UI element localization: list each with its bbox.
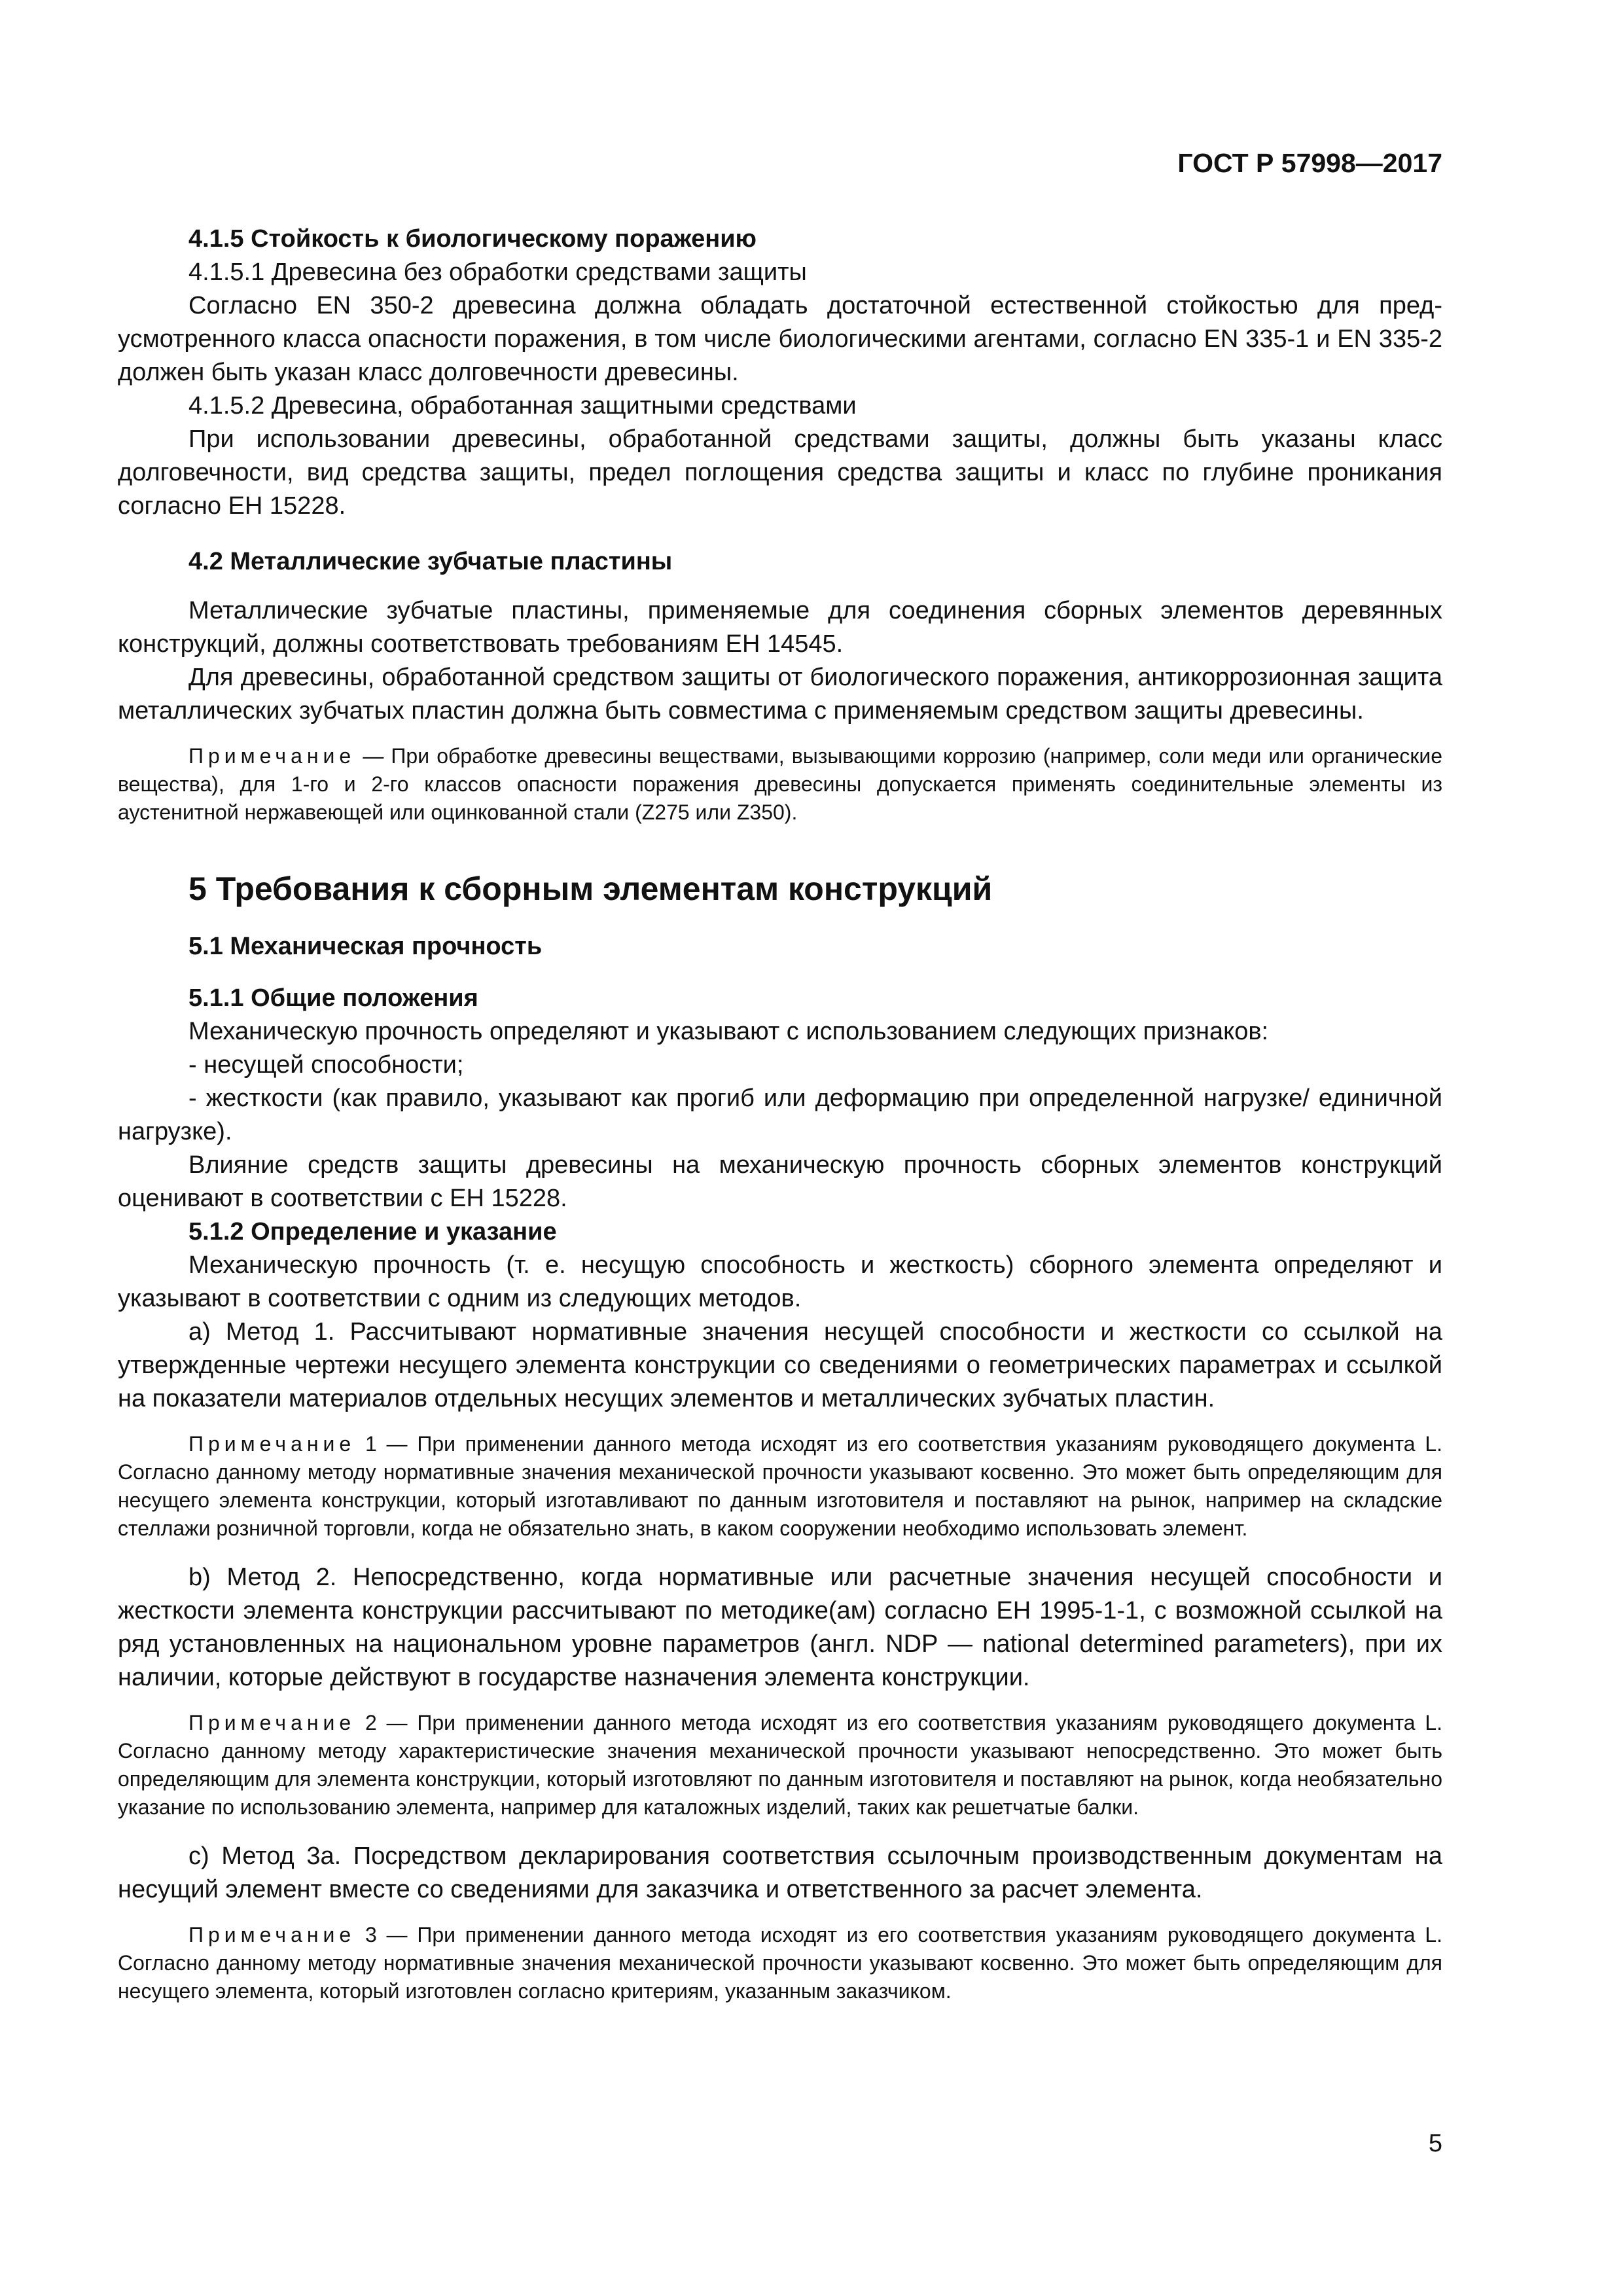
section-5-1-1-item-1: - несущей способности; — [188, 1051, 464, 1079]
note-text: 1 — При применении данного метода исходят из его соответствия указаниям руководящего документа L. Согласно данному методу нормативные значения механической прочности указывают косвенно. Это может быть определяющим для несущего элемента конструкции, который изготавливают по данным изготовителя и поставляют на рынок, например на складские стеллажи розничной торговли, когда не обязательно знать, в каком сооружении необходимо использовать элемент. — [118, 1432, 1442, 1540]
method-b-text: b) Метод 2. Непосредственно, когда нормативные или расчетные значения несущей способности и жесткости элемента конструкции рассчитывают по методике(ам) согласно EH 1995-1-1, с возможной ссылкой на ряд установленных на национальном уровне параметров (англ. NDP — national determined parameters), при их наличии, которые действуют в государстве назначения элемента конструкции. — [118, 1564, 1442, 1691]
section-4-1-5-title: 4.1.5 Стойкость к биологическому поражению — [188, 225, 757, 253]
section-4-1-5-1-title: 4.1.5.1 Древесина без обработки средствами защиты — [188, 259, 807, 286]
section-5-1-2-intro: Механическую прочность (т. е. несущую способность и жесткость) сборного элемента определяют и указывают в соответствии с одним из следующих методов. — [118, 1251, 1442, 1312]
section-4-1-5-1-text: Согласно EN 350-2 древесина должна обладать достаточной естественной стойкостью для предусмотренного класса опасности поражения, в том числе биологическими агентами, согласно EN 335-1 и EN 335-2 должен быть указан класс долговечности древесины. — [118, 292, 1442, 386]
section-5-1-1-intro: Механическую прочность определяют и указывают с использованием следующих признаков: — [188, 1018, 1269, 1045]
section-4-2-paragraph-1: Металлические зубчатые пластины, применяемые для соединения сборных элементов деревянных конструкций, должны соответствовать требованиям EH 14545. — [118, 597, 1442, 658]
section-4-1-5-2-title: 4.1.5.2 Древесина, обработанная защитными средствами — [188, 392, 857, 420]
method-c-text: c) Метод 3a. Посредством декларирования соответствия ссылочным производственным документам на несущий элемент вместе со сведениями для заказчика и ответственного за расчет элемента. — [118, 1842, 1442, 1903]
note-text: 3 — При применении данного метода исходят из его соответствия указаниям руководящего документа L. Согласно данному методу нормативные значения механической прочности указывают косвенно. Это может быть определяющим для несущего элемента, который изготовлен согласно критериям, указанным заказчиком. — [118, 1923, 1442, 2003]
note-1 — [118, 1430, 1442, 1543]
note-label: Примечание — [188, 744, 356, 768]
note-label: Примечание — [188, 1432, 356, 1456]
section-4-2-paragraph-2: Для древесины, обработанной средством защиты от биологического поражения, антикоррозионная защита металлических зубчатых пластин должна быть совместима с применяемым средством защиты древесины. — [118, 664, 1442, 725]
section-4-1-5-2-text: При использовании древесины, обработанной средствами защиты, должны быть указаны класс долговечности, вид средства защиты, предел поглощения средства защиты и класс по глубине проникания согласно EH 15228. — [118, 425, 1442, 520]
note-3 — [118, 1921, 1442, 2005]
page-content — [118, 223, 1442, 2024]
document-id: ГОСТ Р 57998—2017 — [1177, 148, 1442, 178]
section-5-1-1-title: 5.1.1 Общие положения — [188, 984, 478, 1012]
section-5-1-2-title: 5.1.2 Определение и указание — [188, 1218, 557, 1246]
method-a-text: a) Метод 1. Рассчитывают нормативные значения несущей способности и жесткости со ссылкой на утвержденные чертежи несущего элемента конструкции со сведениями о геометрических параметрах и ссылкой на показатели материалов отдельных несущих элементов и металлических зубчатых пластин. — [118, 1318, 1442, 1412]
note-2 — [118, 1709, 1442, 1821]
section-5-1-1-text: Влияние средств защиты древесины на механическую прочность сборных элементов конструкций оценивают в соответствии с EH 15228. — [118, 1151, 1442, 1212]
section-5-1-title: 5.1 Механическая прочность — [188, 933, 543, 960]
page-number: 5 — [1428, 2130, 1442, 2157]
section-4-2-note — [118, 742, 1442, 827]
section-5-1-1-item-2: - жесткости (как правило, указывают как прогиб или деформацию при определенной нагрузке/ единичной нагрузке). — [118, 1085, 1442, 1145]
section-4-2-title: 4.2 Металлические зубчатые пластины — [188, 548, 673, 575]
note-label: Примечание — [188, 1711, 356, 1734]
note-label: Примечание — [188, 1923, 356, 1946]
note-text: — При обработке древесины веществами, вызывающими коррозию (например, соли меди или органические вещества), для 1-го и 2-го классов опасности поражения древесины допускается применять соединительные элементы из аустенитной нержавеющей или оцинкованной стали (Z275 или Z350). — [118, 744, 1442, 824]
section-5-title: 5 Требования к сборным элементам конструкций — [188, 870, 993, 907]
note-text: 2 — При применении данного метода исходят из его соответствия указаниям руководящего документа L. Согласно данному методу характеристические значения механической прочности указывают непосредственно. Это может быть определяющим для элемента конструкции, который изготовляют по данным изготовителя и поставляют на рынок, когда необязательно указание по использованию элемента, например для каталожных изделий, таких как решетчатые балки. — [118, 1711, 1442, 1819]
